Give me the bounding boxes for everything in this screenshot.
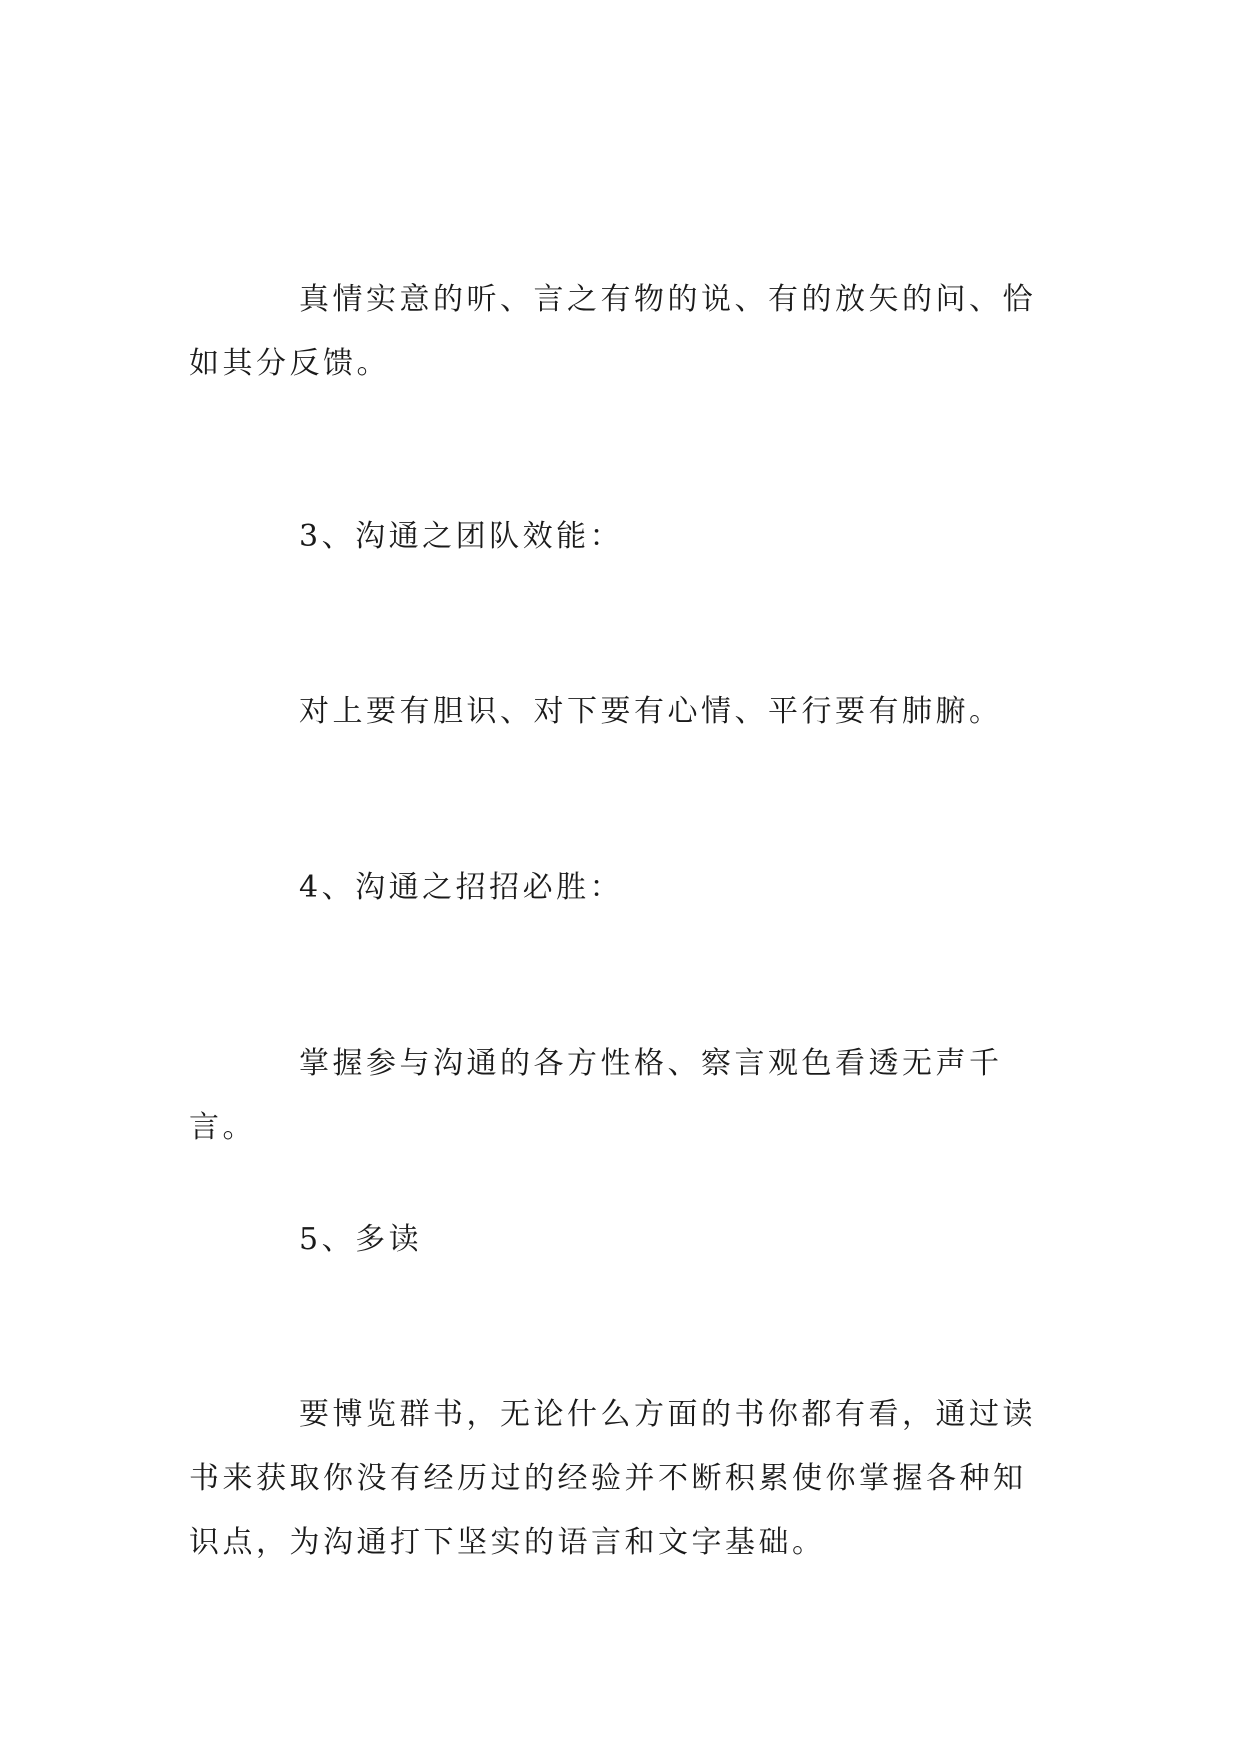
paragraph-listening-feedback: 真情实意的听、言之有物的说、有的放矢的问、恰如其分反馈。: [189, 282, 1036, 381]
paragraph-read-more: 要博览群书，无论什么方面的书你都有看，通过读书来获取你没有经历过的经验并不断积累使你掌握各种知识点，为沟通打下坚实的语言和文字基础。: [189, 1397, 1036, 1560]
heading-winning-moves: 4、沟通之招招必胜：: [299, 870, 624, 905]
paragraph-winning-moves: 掌握参与沟通的各方性格、察言观色看透无声千言。: [189, 1046, 1003, 1145]
heading-read-more: 5、多读: [299, 1222, 423, 1257]
heading-team-efficiency: 3、沟通之团队效能：: [299, 519, 624, 554]
paragraph-team-efficiency: 对上要有胆识、对下要有心情、平行要有肺腑。: [299, 694, 1003, 729]
